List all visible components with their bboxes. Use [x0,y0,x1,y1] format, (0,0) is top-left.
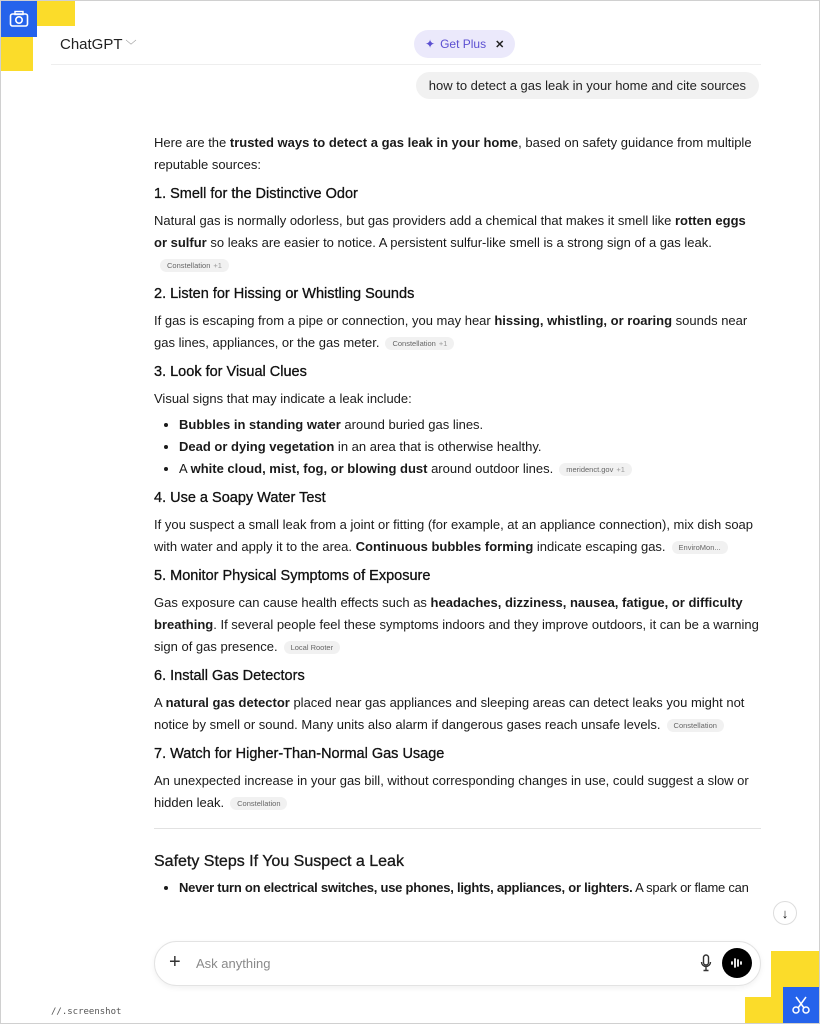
list-item [179,458,761,480]
text: around outdoor lines. [427,461,554,476]
citation-source: Constellation [673,721,717,730]
paragraph [154,770,761,814]
text: . If several people feel these symptoms indoors and they improve outdoors, it can be a warning sign of gas presence. [154,617,759,654]
get-plus-button[interactable] [414,30,515,58]
composer [154,941,761,986]
get-plus-label: Get Plus [440,37,487,51]
bold-text: Dead or dying vegetation [179,439,335,454]
citation-chip[interactable] [672,541,728,554]
camera-icon [1,1,37,37]
citation-chip[interactable] [559,463,632,476]
bullet-list [179,414,761,480]
paragraph [154,210,761,276]
list-item [179,436,761,458]
divider [154,828,761,829]
citation-source: EnviroMon... [678,543,721,552]
citation-chip[interactable] [385,337,454,350]
bold-text: white cloud, mist, fog, or blowing dust [190,461,428,476]
bold-text: rotten eggs or sulfur [154,213,746,250]
header [51,27,761,65]
text: Gas exposure can cause health effects such as [154,595,431,610]
section-heading: 3. Look for Visual Clues [154,364,307,380]
text: , based on safety guidance from multiple reputable sources: [154,135,752,172]
citation-more: +1 [438,339,448,348]
scissors-icon [783,987,819,1023]
bold-text: headaches, dizziness, nausea, fatigue, or difficulty breathing [154,595,743,632]
model-selector[interactable] [60,36,137,53]
text: Natural gas is normally odorless, but gas providers add a chemical that makes it smell like [154,213,675,228]
citation-chip[interactable] [160,259,229,272]
text: An unexpected increase in your gas bill, without corresponding changes in use, could suggest a slow or hidden leak. [154,773,749,810]
section-heading: 7. Watch for Higher-Than-Normal Gas Usage [154,746,445,762]
bold-text: Continuous bubbles forming [355,539,534,554]
user-message: how to detect a gas leak in your home and cite sources [416,72,759,99]
text: so leaks are easier to notice. A persistent sulfur-like smell is a strong sign of a gas leak. [206,235,712,250]
bold-text: trusted ways to detect a gas leak in your home [229,135,519,150]
citation-more: +1 [616,465,625,474]
text: placed near gas appliances and sleeping areas can detect leaks you might not notice by smell or sound. Many units also alarm if dangerous gases reach unsafe levels. [154,695,745,732]
citation-chip[interactable] [230,797,287,810]
plus-icon[interactable]: + [169,951,181,973]
prompt-input[interactable]: Ask anything [196,956,271,971]
section-heading: 2. Listen for Hissing or Whistling Sounds [154,286,415,302]
frame-corner [745,997,771,1023]
text: If gas is escaping from a pipe or connection, you may hear [154,313,495,328]
text: in an area that is otherwise healthy. [334,439,542,454]
citation-source: Constellation [237,799,281,808]
bullet-list [179,877,761,899]
citation-source: Constellation [392,339,436,348]
text: Here are the [154,135,230,150]
close-icon[interactable]: ✕ [495,38,505,51]
assistant-response [154,132,761,899]
voice-mode-button[interactable] [722,948,752,978]
citation-chip[interactable] [284,641,341,654]
arrow-down-icon: ↓ [781,905,789,921]
section-heading: 6. Install Gas Detectors [154,668,305,684]
waveform-icon [730,957,744,969]
sparkle-icon: ✦ [425,37,436,51]
paragraph [154,592,761,658]
paragraph [154,388,761,410]
model-name: ChatGPT [60,36,123,53]
citation-source: Local Rooter [290,643,334,652]
watermark: //.screenshot [51,1007,122,1017]
citation-chip[interactable] [667,719,724,732]
text: A spark or flame can [632,880,749,895]
citation-source: meridenct.gov [566,465,614,474]
section-heading: 4. Use a Soapy Water Test [154,490,326,506]
text: indicate escaping gas. [533,539,666,554]
paragraph [154,514,761,558]
section-heading: 1. Smell for the Distinctive Odor [154,186,358,202]
bold-text: natural gas detector [165,695,290,710]
paragraph [154,310,761,354]
microphone-icon[interactable] [700,954,712,977]
text: If you suspect a small leak from a joint or fitting (for example, at an appliance connection), mix dish soap with water and apply it to the area. [154,517,754,554]
text: around buried gas lines. [340,417,484,432]
intro-paragraph [154,132,761,176]
chevron-down-icon: ﹀ [125,40,137,52]
paragraph [154,692,761,736]
section-heading: Safety Steps If You Suspect a Leak [154,853,404,870]
bold-text: Never turn on electrical switches, use phones, lights, appliances, or lighters. [179,880,633,895]
text: A [179,461,191,476]
bold-text: hissing, whistling, or roaring [494,313,673,328]
text: A [154,695,166,710]
bold-text: Bubbles in standing water [179,417,341,432]
list-item [179,877,761,899]
citation-source: Constellation [167,261,211,270]
text: Visual signs that may indicate a leak include: [154,391,412,406]
citation-more: +1 [213,261,222,270]
text: sounds near gas lines, appliances, or the gas meter. [154,313,748,350]
list-item [179,414,761,436]
section-heading: 5. Monitor Physical Symptoms of Exposure [154,568,431,584]
scroll-down-button[interactable] [773,901,797,925]
